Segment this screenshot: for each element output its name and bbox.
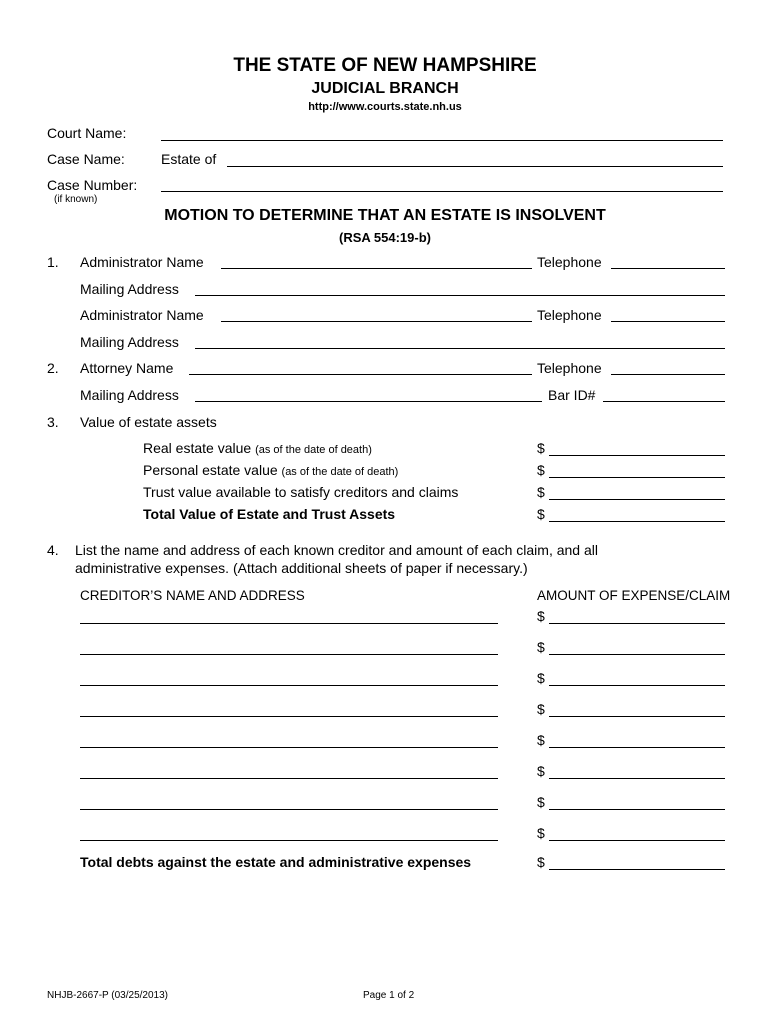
creditor-amount-field[interactable] xyxy=(549,809,725,810)
personal-estate-label: Personal estate value xyxy=(143,462,278,478)
estate-assets-heading: Value of estate assets xyxy=(80,414,217,430)
administrator-name-label: Administrator Name xyxy=(80,254,204,270)
creditor-amount-dollar: $ xyxy=(537,794,545,810)
section-4-number: 4. xyxy=(47,542,59,558)
administrator-telephone-field[interactable] xyxy=(611,268,725,269)
creditor-name-field[interactable] xyxy=(80,747,498,748)
creditor-instructions-line1: List the name and address of each known creditor and amount of each claim, and all xyxy=(75,542,598,558)
section-3-number: 3. xyxy=(47,414,59,430)
administrator-mailing-field[interactable] xyxy=(195,295,725,296)
administrator-2-mailing-field[interactable] xyxy=(195,348,725,349)
creditor-amount-field[interactable] xyxy=(549,654,725,655)
administrator-mailing-label: Mailing Address xyxy=(80,281,179,297)
rsa-reference: (RSA 554:19-b) xyxy=(339,230,431,245)
administrator-2-name-label: Administrator Name xyxy=(80,307,204,323)
state-heading: THE STATE OF NEW HAMPSHIRE xyxy=(233,55,537,76)
bar-id-field[interactable] xyxy=(603,401,725,402)
creditor-amount-dollar: $ xyxy=(537,670,545,686)
court-url: http://www.courts.state.nh.us xyxy=(308,101,462,113)
creditor-amount-dollar: $ xyxy=(537,732,545,748)
administrator-2-name-field[interactable] xyxy=(221,321,532,322)
total-debts-label: Total debts against the estate and administrative expenses xyxy=(80,854,472,870)
creditor-instructions-line2: administrative expenses. (Attach additional sheets of paper if necessary.) xyxy=(75,560,528,576)
trust-value-field[interactable] xyxy=(549,499,725,500)
creditor-name-field[interactable] xyxy=(80,716,498,717)
administrator-2-mailing-label: Mailing Address xyxy=(80,334,179,350)
personal-estate-row xyxy=(143,462,398,478)
personal-estate-value-field[interactable] xyxy=(549,477,725,478)
total-debts-field[interactable] xyxy=(549,869,725,870)
creditor-name-field[interactable] xyxy=(80,654,498,655)
total-debts-dollar: $ xyxy=(537,854,545,870)
attorney-telephone-label: Telephone xyxy=(537,360,602,376)
bar-id-label: Bar ID# xyxy=(548,387,596,403)
amount-column-header: AMOUNT OF EXPENSE/CLAIM xyxy=(537,588,731,603)
attorney-name-label: Attorney Name xyxy=(80,360,174,376)
case-name-label: Case Name: xyxy=(47,151,125,167)
creditor-name-field[interactable] xyxy=(80,778,498,779)
section-2-number: 2. xyxy=(47,360,59,376)
real-estate-value-field[interactable] xyxy=(549,455,725,456)
section-1-number: 1. xyxy=(47,254,59,270)
creditor-name-field[interactable] xyxy=(80,809,498,810)
real-estate-dollar: $ xyxy=(537,440,545,456)
creditor-column-header: CREDITOR’S NAME AND ADDRESS xyxy=(80,588,305,603)
page-number: Page 1 of 2 xyxy=(363,990,415,1001)
attorney-mailing-label: Mailing Address xyxy=(80,387,179,403)
administrator-name-field[interactable] xyxy=(221,268,532,269)
creditor-amount-dollar: $ xyxy=(537,608,545,624)
attorney-name-field[interactable] xyxy=(189,374,532,375)
creditor-name-field[interactable] xyxy=(80,840,498,841)
motion-title: MOTION TO DETERMINE THAT AN ESTATE IS INSOLVENT xyxy=(164,207,606,224)
estate-of-label: Estate of xyxy=(161,151,217,167)
creditor-amount-dollar: $ xyxy=(537,763,545,779)
court-name-field[interactable] xyxy=(161,140,723,141)
administrator-telephone-label: Telephone xyxy=(537,254,602,270)
attorney-mailing-field[interactable] xyxy=(195,401,542,402)
total-assets-field[interactable] xyxy=(549,521,725,522)
administrator-2-telephone-label: Telephone xyxy=(537,307,602,323)
creditor-amount-dollar: $ xyxy=(537,825,545,841)
administrator-2-telephone-field[interactable] xyxy=(611,321,725,322)
personal-estate-dollar: $ xyxy=(537,462,545,478)
creditor-name-field[interactable] xyxy=(80,623,498,624)
if-known-note: (if known) xyxy=(54,194,98,205)
trust-value-dollar: $ xyxy=(537,484,545,500)
creditor-amount-field[interactable] xyxy=(549,778,725,779)
creditor-amount-field[interactable] xyxy=(549,685,725,686)
case-number-label: Case Number: xyxy=(47,177,138,193)
branch-heading: JUDICIAL BRANCH xyxy=(311,80,459,97)
real-estate-row xyxy=(143,440,372,456)
trust-value-label: Trust value available to satisfy creditors and claims xyxy=(143,484,459,500)
real-estate-note: (as of the date of death) xyxy=(255,444,372,456)
creditor-amount-field[interactable] xyxy=(549,716,725,717)
attorney-telephone-field[interactable] xyxy=(611,374,725,375)
creditor-amount-dollar: $ xyxy=(537,639,545,655)
personal-estate-note: (as of the date of death) xyxy=(281,466,399,478)
real-estate-label: Real estate value xyxy=(143,440,252,456)
case-name-field[interactable] xyxy=(227,166,723,167)
total-assets-label: Total Value of Estate and Trust Assets xyxy=(143,506,396,522)
creditor-amount-field[interactable] xyxy=(549,623,725,624)
creditor-name-field[interactable] xyxy=(80,685,498,686)
creditor-amount-field[interactable] xyxy=(549,747,725,748)
court-name-label: Court Name: xyxy=(47,125,127,141)
creditor-amount-field[interactable] xyxy=(549,840,725,841)
creditor-amount-dollar: $ xyxy=(537,701,545,717)
case-number-field[interactable] xyxy=(161,191,723,192)
form-id: NHJB-2667-P (03/25/2013) xyxy=(47,990,168,1001)
total-assets-dollar: $ xyxy=(537,506,545,522)
